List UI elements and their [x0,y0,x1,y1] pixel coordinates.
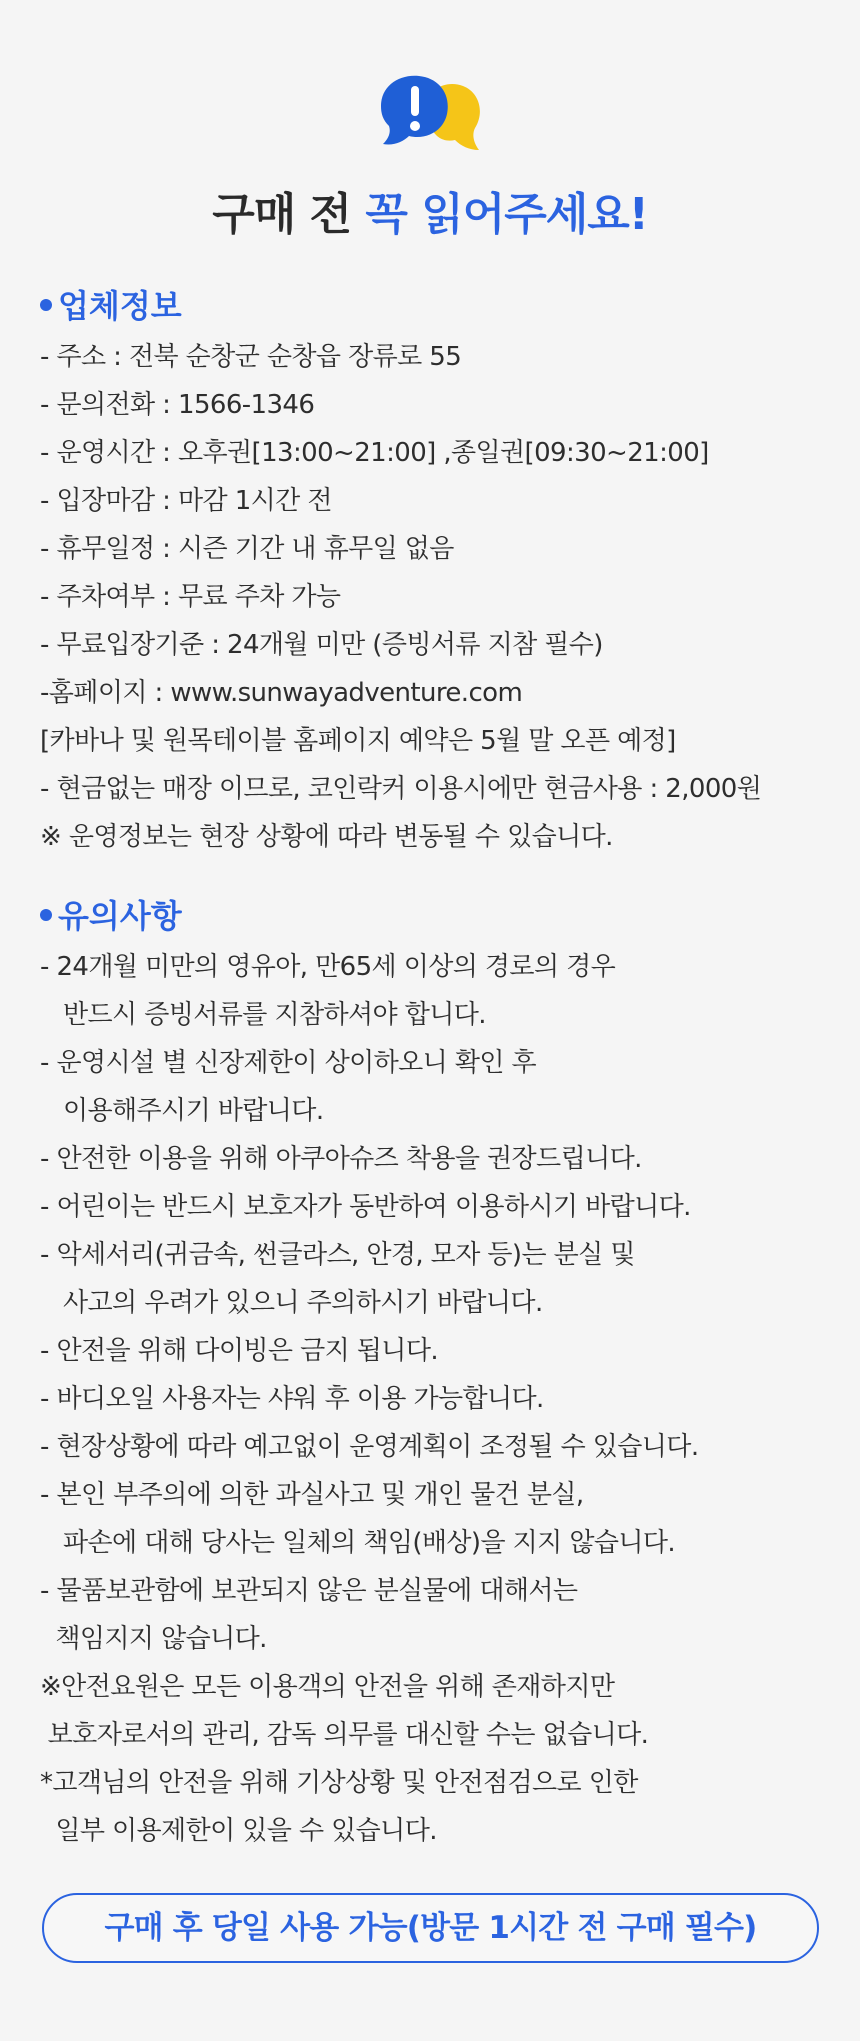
company-info-line: -홈페이지 : www.sunwayadventure.com [40,678,523,708]
notice-line: ※안전요원은 모든 이용객의 안전을 위해 존재하지만 [40,1672,615,1702]
notices-list [40,943,840,1855]
company-info-heading-label: 업체정보 [58,287,182,325]
notice-line: 이용해주시기 바랍니다. [40,1096,324,1126]
notices-heading [40,891,182,937]
notice-line: - 바디오일 사용자는 샤워 후 이용 가능합니다. [40,1384,544,1414]
title-main: 구매 전 [212,189,352,240]
notice-line: - 물품보관함에 보관되지 않은 분실물에 대해서는 [40,1576,578,1606]
notice-line: - 현장상황에 따라 예고없이 운영계획이 조정될 수 있습니다. [40,1432,699,1462]
company-info-line: - 무료입장기준 : 24개월 미만 (증빙서류 지참 필수) [40,630,603,660]
notice-line: 보호자로서의 관리, 감독 의무를 대신할 수는 없습니다. [40,1720,649,1750]
company-info-line: - 운영시간 : 오후권[13:00~21:00] ,종일권[09:30~21:00] [40,438,709,468]
company-info-line: - 현금없는 매장 이므로, 코인락커 이용시에만 현금사용 : 2,000원 [40,774,762,804]
company-info-line: [카바나 및 원목테이블 홈페이지 예약은 5월 말 오픈 예정] [40,726,676,756]
company-info-heading [40,281,182,327]
notice-line: - 안전을 위해 다이빙은 금지 됩니다. [40,1336,438,1366]
notice-line: 사고의 우려가 있으니 주의하시기 바랍니다. [40,1288,543,1318]
title-accent: 꼭 읽어주세요! [365,189,648,240]
notice-line: 책임지지 않습니다. [40,1624,267,1654]
notice-line: - 어린이는 반드시 보호자가 동반하여 이용하시기 바랍니다. [40,1192,691,1222]
company-info-line: - 주소 : 전북 순창군 순창읍 장류로 55 [40,342,462,372]
notice-line: - 24개월 미만의 영유아, 만65세 이상의 경로의 경우 [40,952,616,982]
notice-line: 파손에 대해 당사는 일체의 책임(배상)을 지지 않습니다. [40,1528,676,1558]
company-info-line: - 주차여부 : 무료 주차 가능 [40,582,341,612]
company-info-line: - 입장마감 : 마감 1시간 전 [40,486,332,516]
notice-line: 일부 이용제한이 있을 수 있습니다. [40,1816,437,1846]
company-info-line: - 휴무일정 : 시즌 기간 내 휴무일 없음 [40,534,454,564]
page-title [0,178,860,242]
notice-line: *고객님의 안전을 위해 기상상황 및 안전점검으로 인한 [40,1768,638,1798]
purchase-notice-button[interactable]: 구매 후 당일 사용 가능(방문 1시간 전 구매 필수) [42,1893,819,1963]
bullet-dot-icon [40,299,52,311]
notice-line: - 안전한 이용을 위해 아쿠아슈즈 착용을 권장드립니다. [40,1144,642,1174]
company-info-line: ※ 운영정보는 현장 상황에 따라 변동될 수 있습니다. [40,822,613,852]
notice-line: - 운영시설 별 신장제한이 상이하오니 확인 후 [40,1048,537,1078]
company-info-list [40,333,840,861]
notice-line: - 본인 부주의에 의한 과실사고 및 개인 물건 분실, [40,1480,584,1510]
bullet-dot-icon [40,909,52,921]
exclamation-speech-bubble-icon [375,74,485,170]
notices-heading-label: 유의사항 [58,897,182,935]
notice-line: - 악세서리(귀금속, 썬글라스, 안경, 모자 등)는 분실 및 [40,1240,635,1270]
notice-line: 반드시 증빙서류를 지참하셔야 합니다. [40,1000,486,1030]
company-info-line: - 문의전화 : 1566-1346 [40,390,315,420]
